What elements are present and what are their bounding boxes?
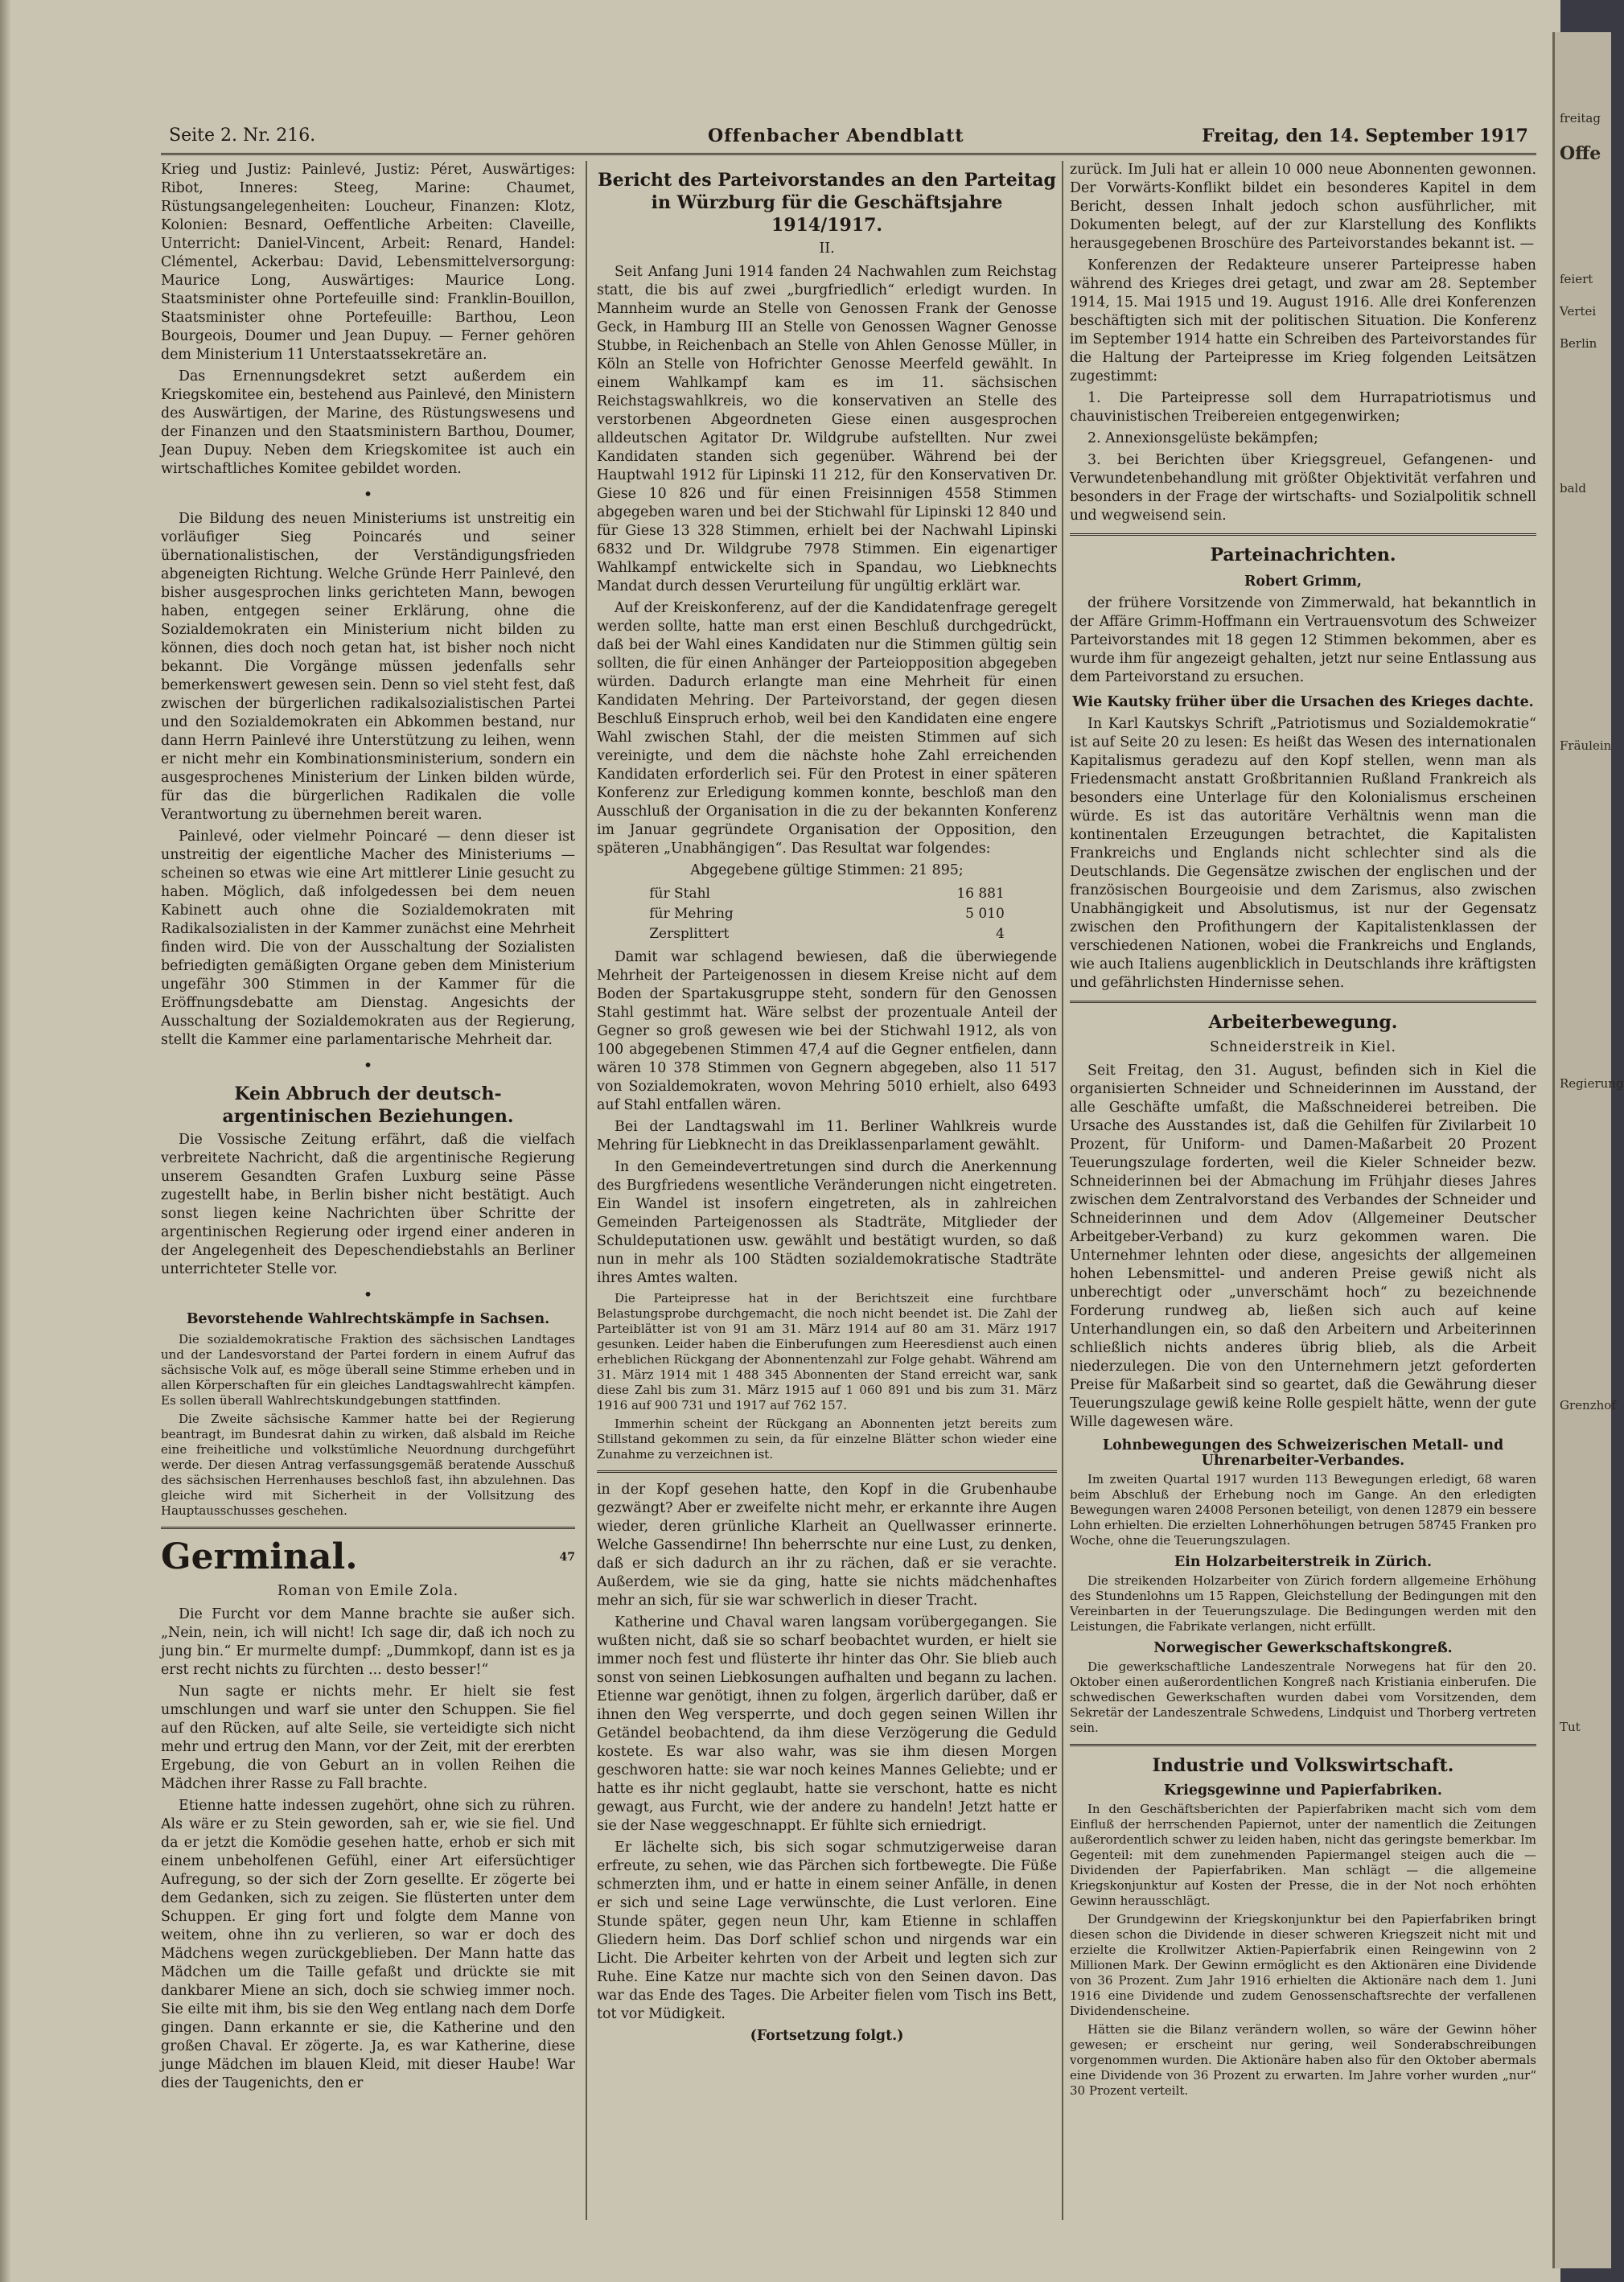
novel-text-3: Etienne hatte indessen zugehört, ohne sich zu rühren. Als wäre er zu Stein geworden, sah er, wie sie fiel. Und da er jetzt die Komödie gesehen hatte, erhob er sich mit einem unbeholfenen Gefühl, einer Art eifersüchtiger Aufregung, so der sich der Zorn gesellte. Er zögerte bei dem Gedanken, sich zu zeigen. Sie flüsterten unter dem Schuppen. Er ging fort und folgte dem Manne von weitem, ohne ihn zu verlieren, so war er doch des Mädchens wegen zurückgeblieben. Der Mann hatte das Mädchen um die Taille gefaßt und drückte sie mit dankbarer Miene an sich, doch sie schwieg immer noch. Sie eilte mit ihm, bis sie den Weg entlang nach dem Dorfe gingen. Dann erkannte er sie, die Katherine und den großen Chaval. Er zögerte. Ja, es war Katherine, diese junge Mädchen im blauen Kleid, mit dieser Haube! War dies der Taugenichts, den er	[161, 1798, 575, 2091]
section-heading-party-news: Parteinachrichten.	[1210, 545, 1396, 565]
feuilleton-subtitle: Roman von Emile Zola.	[277, 1583, 459, 1599]
masthead-date: Freitag, den 14. September 1917	[1202, 125, 1528, 146]
guideline-2: 2. Annexionsgelüste bekämpfen;	[1087, 430, 1318, 446]
article-heading-party-report: Bericht des Parteivorstandes an den Parteitag in Würzburg für die Geschäftsjahre 1914/1917.	[598, 170, 1056, 236]
continuation-note: (Fortsetzung folgt.)	[750, 2028, 904, 2044]
column-3	[1070, 161, 1536, 2220]
novel-text: Die Furcht vor dem Manne brachte sie außer sich. „Nein, nein, ich will nicht! Ich sage dir, daß ich noch zu jung bin.“ Er murmelte dumpf: „Dummkopf, dann ist es ja erst recht nichts zu fürchten ... desto besser!“	[161, 1606, 575, 1678]
party-press-text: Die Parteipresse hat in der Berichtszeit eine furchtbare Belastungsprobe durchgemacht, die noch nicht beendet ist. Die Zahl der Parteiblätter ist von 91 am 31. März 1914 auf 80 am 31. März 1917 gesunken. Leider haben die Einberufungen zum Heeresdienst auch einen erheblichen Rückgang der Abonnentenzahl zur Folge gehabt. Während am 31. März 1914 mit 1 488 345 Abonnenten der Stand erreicht war, sank diese Zahl bis zum 31. März 1915 auf 1 060 891 und bis zum 31. März 1916 auf 900 731 und 1917 auf 762 157.	[597, 1291, 1057, 1412]
table-row	[644, 925, 1009, 944]
feuilleton-rule	[161, 1527, 575, 1529]
vote-table	[643, 883, 1011, 945]
section-rule	[1070, 1001, 1536, 1003]
feuilleton-installment-number: 47	[559, 1551, 575, 1564]
subheading-kautsky: Wie Kautsky früher über die Ursachen des Krieges dachte.	[1072, 694, 1534, 710]
adjacent-fragment: Regierung	[1560, 1076, 1624, 1091]
feuilleton-title	[161, 1537, 575, 1577]
adjacent-fragment: Grenzhof	[1560, 1398, 1616, 1412]
masthead-page-number: Seite 2. Nr. 216.	[169, 125, 316, 146]
feuilleton-rule	[597, 1470, 1057, 1473]
divider-dots: •	[363, 1285, 373, 1304]
vote-table-caption: Abgegebene gültige Stimmen: 21 895;	[690, 862, 964, 878]
kautsky-text: In Karl Kautskys Schrift „Patriotismus und Sozialdemokratie“ ist auf Seite 20 zu lesen: Es heißt das Wesen des internationalen Kapitalismus geradezu auf den Kopf stellen, wenn man als Friedensmacht anstatt Großbritannien Rußland Frankreich als besonders eine Unterlage für den Kolonialismus erscheinen würde. Es ist das autoritäre Verhältnis wenn man die kontinentalen Erzeugungen betrachtet, die Kapitalisten Frankreichs und Englands nicht schlechter sind als die Deutschlands. Die Gegensätze zwischen der englischen und der französischen Bourgeoisie und dem Zarismus, also zwischen Unabhängigkeit und Absolutismus, ist nur der Gegensatz zwischen den Profithungern der Kapitalistenklassen der verschiedenen Nationen, wobei die Frankreichs und Englands, wie auch Italiens augenblicklich in Deutschlands ihre kräftigsten und gefährlichsten Hindernisse sehen.	[1070, 716, 1536, 991]
novel-continuation-text: in der Kopf gesehen hatte, den Kopf in die Grubenhaube gezwängt? Aber er zweifelte nicht mehr, er erkannte ihre Augen wieder, deren grünliche Klarheit an Quellwasser erinnerte. Welche Gassendirne! Ihn beherrschte nur eine Lust, zu denken, daß er sich dadurch an ihr zu rächen, daß er sie verachte. Außerdem, wie sie da ging, hatte sie nichts mädchenhaftes mehr an sich, für sie war schwerlich in dieser Tracht.	[597, 1482, 1057, 1609]
party-report-text-5: In den Gemeindevertretungen sind durch die Anerkennung des Burgfriedens wesentliche Veränderungen nicht eingetreten. Ein Wandel ist insofern eingetreten, als in zahlreichen Gemeinden Parteigenossen als Stadträte, Mitglieder der Schuldeputationen usw. gewählt und bestätigt wurden, so daß nun in mehr als 100 Städten sozialdemokratische Stadträte ihres Amtes walten.	[597, 1159, 1057, 1286]
vote-label: für Mehring	[649, 906, 734, 922]
party-report-text-3: Damit war schlagend bewiesen, daß die überwiegende Mehrheit der Parteigenossen in diesem Kreise nicht auf dem Boden der Spartakusgruppe steht, sondern für den Genossen Stahl gestimmt hat. Wäre selbst der prozentuale Anteil der Gegner so groß gewesen wie bei der Stichwahl 1912, als von 100 abgegebenen Stimmen 47,4 auf die Gegner entfielen, dann wären 10 378 Stimmen von Gegnern abgegeben, also 11 517 von Sozialdemokraten, wovon Mehring 5010 erhielt, also 6493 auf Stahl entfallen wären.	[597, 949, 1057, 1113]
column-1	[161, 161, 575, 2220]
paper-profits-text-2: Der Grundgewinn der Kriegskonjunktur bei den Papierfabriken bringt diesen schon die Dividende in dieser schweren Kriegszeit nicht mit und erzielte die Krollwitzer Aktien-Papierfabrik einen Reingewinn von 2 Millionen Mark. Der Gewinn ermöglicht es den Aktionären eine Dividende von 36 Prozent. Zum Jahr 1916 erhielten die Aktionäre nach dem 1. Juni 1916 eine Dividende und zudem Genossenschaftsrechte der verfallenen Dividendenscheine.	[1070, 1912, 1536, 2018]
subheading-paper-profits: Kriegsgewinne und Papierfabriken.	[1164, 1782, 1442, 1799]
masthead-title: Offenbacher Abendblatt	[708, 125, 964, 146]
novel-continuation-text-3: Er lächelte sich, bis sich sogar schmutzigerweise daran erfreute, zu sehen, wie das Pärchen sich fortbewegte. Die Füße schmerzten ihm, und er hatte in einem seiner Anfälle, in denen er sich und seine Lage verwünschte, die Lust verloren. Eine Stunde später, gegen neun Uhr, kam Etienne in schlaffen Gliedern heim. Das Dorf schlief schon und nirgends war ein Licht. Die Arbeiter kehrten von der Arbeit und legten sich zur Ruhe. Eine Katze nur machte sich von den Seinen davon. Das war das Ende des Tages. Die Arbeiter fielen vom Tisch ins Bett, tot vor Müdigkeit.	[597, 1840, 1057, 2022]
vote-value: 5 010	[965, 906, 1005, 922]
subheading-zurich-strike: Ein Holzarbeiterstreik in Zürich.	[1174, 1554, 1433, 1570]
novel-text-2: Nun sagte er nichts mehr. Er hielt sie fest umschlungen und warf sie unter den Schuppen. Sie fiel auf den Rücken, auf alte Seile, sie verteidigte sich nicht mehr und ertrug den Mann, vor der Zeit, mit der ererbten Ergebung, die von Geburt an in vollen Reihen die Mädchen ihrer Rasse zu Fall brachte.	[161, 1684, 575, 1792]
section-rule	[1070, 1744, 1536, 1746]
saxony-article-text-2: Die Zweite sächsische Kammer hatte bei der Regierung beantragt, im Bundesrat dahin zu wirken, daß alsbald im Reiche eine freiheitliche und volkstümliche Neuordnung durchgeführt werde. Der diesen Antrag verfassungsgemäß beratende Ausschuß des sächsischen Herrenhauses beschloß fast, ihn abzulehnen. Das gleiche wird mit Sicherheit in der Vollsitzung des Hauptausschusses geschehen.	[161, 1412, 575, 1518]
adjacent-fragment: Berlin	[1560, 336, 1597, 351]
subheading-swiss-metal: Lohnbewegungen des Schweizerischen Metall- und Uhrenarbeiter-Verbandes.	[1102, 1437, 1504, 1469]
adjacent-fragment: Tut	[1560, 1720, 1581, 1734]
adjacent-fragment: feiert	[1560, 272, 1593, 286]
article-heading-saxony: Bevorstehende Wahlrechtskämpfe in Sachsen.	[186, 1311, 550, 1327]
adjacent-page-strip	[1552, 32, 1624, 2268]
adjacent-fragment: Offe	[1560, 143, 1601, 164]
section-rule	[1070, 533, 1536, 536]
vote-label: für Stahl	[649, 886, 710, 902]
subheading-kiel-strike: Schneiderstreik in Kiel.	[1209, 1039, 1397, 1055]
article-heading-argentina: Kein Abbruch der deutsch-argentinischen Beziehungen.	[222, 1083, 514, 1127]
ministry-analysis-text: Die Bildung des neuen Ministeriums ist unstreitig ein vorläufiger Sieg Poincarés und seiner übernationalistischen, der Verständigungsfrieden abgeneigten Richtung. Welche Gründe Herr Painlevé, den bisher ausgesprochen links gerichteten Mann, bewogen haben, entgegen seiner Erklärung, ohne die Sozialdemokraten ein Ministerium nicht bilden zu können, dies doch noch getan hat, ist bisher noch nicht bekannt. Die Vorgänge müssen jedenfalls sehr bemerkenswert gewesen sein. Denn so viel steht fest, daß zwischen der bürgerlichen radikalsozialistischen Partei und den Sozialdemokraten ein Abkommen bestand, nur dann Herrn Painlevé ihre Unterstützung zu leihen, wenn er nicht mehr ein Kombinationsministerium, sondern ein ausgesprochenes Ministerium der Linken bilden würde, für das die bürgerlichen Radikalen die volle Verantwortung zu übernehmen bereit waren.	[161, 511, 575, 823]
adjacent-fragment: bald	[1560, 481, 1586, 495]
vote-value: 16 881	[956, 886, 1005, 902]
party-report-text-4: Bei der Landtagswahl im 11. Berliner Wahlkreis wurde Mehring für Liebknecht in das Dreiklassenparlament gewählt.	[597, 1119, 1057, 1153]
war-committee-text: Das Ernennungsdekret setzt außerdem ein Kriegskomitee ein, bestehend aus Painlevé, den Ministern des Auswärtigen, der Marine, des Rüstungswesens und der Finanzen und den Staatsministern Barthou, Doumer, Jean Dupuy. Neben dem Kriegskomitee ist auch ein wirtschaftliches Komitee gebildet worden.	[161, 368, 575, 477]
party-report-text-2: Auf der Kreiskonferenz, auf der die Kandidatenfrage geregelt werden sollte, hatte man erst einen Beschluß durchgedrückt, daß bei der Wahl eines Kandidaten nur die Stimmen gültig sein sollten, die für einen Anhänger der Parteiopposition abgegeben würden. Dadurch erlangte man eine Mehrheit für einen Kandidaten Mehring. Der Parteivorstand, der gegen diesen Beschluß Einspruch erhob, weil bei den Kandidaten eine engere Wahl zwischen Stahl, der die meisten Stimmen auf sich vereinigte, und dem die nächste hohe Zahl erreichenden Kandidaten erforderlich sei. Für den Protest in einer späteren Konferenz zur Erledigung kommen konnte, beschloß man den Ausschluß der Organisation in die zu der bekannten Konferenz im Januar gegründete Organisation der Opposition, den späteren „Unabhängigen“. Das Resultat war folgendes:	[597, 600, 1057, 857]
novel-continuation-text-2: Katherine und Chaval waren langsam vorübergegangen. Sie wußten nicht, daß sie so scharf beobachtet wurden, er hielt sie immer noch fest und flüsterte ihr hinter das Ohr. Sie blieb auch sonst von seinen Liebkosungen aufhalten und begann zu lachen. Etienne war genötigt, ihnen zu folgen, ärgerlich darüber, daß er ihnen den Weg versperrte, und doch gegen seinen Willen ihr Getändel beobachtend, da ihm diese Verzögerung die Geduld kostete. Es war also wahr, was sie ihm diesen Morgen geschworen hatte: sie war noch keines Mannes Geliebte; und er hatte es ihr nicht geglaubt, hatte sie verschont, hatte es nicht gewagt, aus Furcht, wie der andere zu handeln! Jetzt hatte er sie der Nase weggeschnappt. Er fühlte sich erniedrigt.	[597, 1614, 1057, 1834]
guideline-3: 3. bei Berichten über Kriegsgreuel, Gefangenen- und Verwundetenbehandlung mit größter Objektivität verfahren und besonders in der Frage der wirtschafts- und Sozialpolitik schnell und wegweisend sein.	[1070, 452, 1536, 524]
subheading-norway-congress: Norwegischer Gewerkschaftskongreß.	[1153, 1640, 1453, 1656]
divider-dots: •	[363, 484, 373, 504]
section-heading-labor: Arbeiterbewegung.	[1208, 1012, 1398, 1033]
report-continuation-text: zurück. Im Juli hat er allein 10 000 neue Abonnenten gewonnen. Der Vorwärts-Konflikt bildet ein besonderes Kapitel in dem Bericht, dessen Inhalt jedoch schon ausführlicher, mit Dokumenten belegt, auf der zur Klarstellung des Konflikts herausgegebenen Broschüre des Parteivorstandes bekannt ist. —	[1070, 162, 1536, 252]
guideline-1: 1. Die Parteipresse soll dem Hurrapatriotismus und chauvinistischen Treibereien entgegenwirken;	[1070, 390, 1536, 425]
vote-value: 4	[995, 926, 1005, 942]
paper-profits-text-3: Hätten sie die Bilanz verändern wollen, so wäre der Gewinn höher gewesen; er erscheint nur gering, weil Sonderabschreibungen vorgenommen wurden. Die Aktionäre haben also für den Oktober abermals eine Dividende von 36 Prozent zu erwarten. Im Jahre vorher wurden „nur“ 30 Prozent verteilt.	[1070, 2022, 1536, 2098]
adjacent-fragment: freitag	[1560, 111, 1601, 125]
grimm-text: der frühere Vorsitzende von Zimmerwald, hat bekanntlich in der Affäre Grimm-Hoffmann ein Vertrauensvotum des Schweizer Parteivorstandes mit 18 gegen 12 Stimmen bekommen, aber es wurde ihm für angezeigt gehalten, jetzt nur seine Entlassung aus dem Parteivorstand zu ersuchen.	[1070, 595, 1536, 685]
swiss-metal-text: Im zweiten Quartal 1917 wurden 113 Bewegungen erledigt, 68 waren beim Abschluß der Erhebung noch im Gange. An den erledigten Bewegungen waren 24008 Personen beteiligt, von denen 12879 ein bessere Lohn erhielten. Die erzielten Lohnerhöhungen betrugen 58745 Franken pro Woche, ohne die Teuerungszulagen.	[1070, 1472, 1536, 1548]
section-numeral: II.	[819, 241, 835, 257]
table-row	[644, 905, 1009, 923]
masthead	[161, 121, 1536, 155]
saxony-article-text: Die sozialdemokratische Fraktion des sächsischen Landtages und der Landesvorstand der Partei fordern in einem Aufruf das sächsische Volk auf, es möge überall seine Stimme erheben und in allen Körperschaften für ein gleiches Landtagswahlrecht kämpfen. Es sollen überall Wahlrechtskundgebungen stattfinden.	[161, 1332, 575, 1408]
editor-conferences-text: Konferenzen der Redakteure unserer Parteipresse haben während des Krieges drei getagt, und zwar am 28. September 1914, 15. Mai 1915 und 19. August 1916. Alle drei Konferenzen beschäftigten sich mit der politischen Situation. Die Konferenz im September 1914 hatte ein Schreiben des Parteivorstandes für die Haltung der Parteipresse im Krieg folgenden Leitsätzen zugestimmt:	[1070, 257, 1536, 384]
adjacent-fragment: Fräulein	[1560, 738, 1612, 753]
vote-label: Zersplittert	[649, 926, 730, 942]
page-edge-shadow	[0, 0, 11, 2282]
subheading-grimm: Robert Grimm,	[1244, 574, 1362, 590]
zurich-strike-text: Die streikenden Holzarbeiter von Zürich fordern allgemeine Erhöhung des Stundenlohns um 15 Rappen, Gleichstellung der Bedingungen mit den Vereinbarten in der Teuerungszulage. Die Bedingungen werden mit den Leistungen, die Fabrikate verlangen, nicht erfüllt.	[1070, 1573, 1536, 1634]
norway-congress-text: Die gewerkschaftliche Landeszentrale Norwegens hat für den 20. Oktober einen außerordentlichen Kongreß nach Kristiania einberufen. Die schwedischen Gewerkschaften wurden dabei vom Vorsitzenden, dem Sekretär der Landeszentrale Schwedens, Lindquist und Thorberg vertreten sein.	[1070, 1659, 1536, 1735]
column-rule	[1062, 161, 1063, 2220]
kiel-strike-text: Seit Freitag, den 31. August, befinden sich in Kiel die organisierten Schneider und Schneiderinnen im Ausstand, der alle Geschäfte umfaßt, die Maßschneiderei betreiben. Die Ursache des Ausstandes ist, daß die Gehilfen für Zivilarbeit 10 Prozent, für Uniform- und Damen-Maßarbeit 20 Prozent Teuerungszulage forderten, weil die Kieler Schneider bezw. Schneiderinnen bei der Abmachung im Frühjahr dieses Jahres zwischen dem Zentralvorstand des Verbandes der Schneider und Schneiderinnen und dem Adov (Allgemeiner Deutscher Arbeitgeber-Verband) zu kurz gekommen waren. Die Unternehmer lehnten oder diese, angesichts der allgemeinen hohen Lebensmittel- und anderen Preise gewiß nicht als unberechtigt oder „unverschämt hoch“ zu bezeichnende Forderung rundweg ab, ließen sich auch auf keine Unterhandlungen ein, so daß den Arbeitern und Arbeiterinnen schließlich nichts anderes übrig blieb, als die Arbeit niederzulegen. Die von den Unternehmern jetzt geforderten Preise für Maßarbeit sind so geartet, daß die Gewährung dieser Teuerungszulage gewiß keine Rolle gespielt hätte, wenn der gute Wille dagewesen wäre.	[1070, 1063, 1536, 1430]
adjacent-fragment: Vertei	[1560, 304, 1597, 319]
ministry-analysis-text-2: Painlevé, oder vielmehr Poincaré — denn dieser ist unstreitig der eigentliche Macher des Ministeriums — scheinen so etwas wie eine Art mittlerer Linie gesucht zu haben. Möglich, daß infolgedessen bei dem neuen Kabinett auch ohne die Sozialdemokraten mit Radikalsozialisten in der Kammer zunächst eine Mehrheit finden wird. Die von der Ausschaltung der Sozialisten befriedigten gemäßigten Organe geben dem Ministerium ungefähr 300 Stimmen in der Kammer für die Eröffnungsdebatte am Dienstag. Angesichts der Ausschaltung der Sozialdemokraten aus der Regierung, stellt die Kammer eine parlamentarische Mehrheit dar.	[161, 829, 575, 1048]
feuilleton-title-text: Germinal.	[161, 1536, 358, 1577]
paper-profits-text: In den Geschäftsberichten der Papierfabriken macht sich vom dem Einfluß der herrschenden Papiernot, unter der namentlich die Zeitungen außerordentlich schwer zu leiden haben, nicht das geringste bemerkbar. Im Gegenteil: mit dem zunehmenden Papiermangel steigen auch die — Dividenden der Papierfabriken. Man schlägt — die allgemeine Kriegskonjunktur auf Kosten der Presse, die in der Not noch erhöhten Gewinn herausschlägt.	[1070, 1802, 1536, 1908]
column-2	[597, 161, 1057, 2220]
ministry-list: Krieg und Justiz: Painlevé, Justiz: Péret, Auswärtiges: Ribot, Inneres: Steeg, Marine: Chaumet, Rüstungsangelegenheiten: Loucheur, Finanzen: Klotz, Kolonien: Besnard, Oeffentliche Arbeiten: Claveille, Unterricht: Daniel-Vincent, Arbeit: Renard, Handel: Clémentel, Ackerbau: David, Lebensmittelversorgung: Maurice Long, Auswärtiges: Maurice Long. Staatsminister ohne Portefeuille sind: Franklin-Bouillon, Staatsminister ohne Portefeuille: Barthou, Leon Bourgeois, Doumer und Jean Dupuy. — Ferner gehören dem Ministerium 11 Unterstaatssekretäre an.	[161, 162, 575, 363]
party-press-text-2: Immerhin scheint der Rückgang an Abonnenten jetzt bereits zum Stillstand gekommen zu sein, da für einzelne Blätter schon wieder eine Zunahme zu verzeichnen ist.	[597, 1416, 1057, 1462]
party-report-text: Seit Anfang Juni 1914 fanden 24 Nachwahlen zum Reichstag statt, die bis auf zwei „burgfriedlich“ erledigt wurden. In Mannheim wurde an Stelle von Genossen Frank der Genosse Geck, in Hamburg III an Stelle von Genossen Wagner Genosse Stubbe, in Reichenbach an Stelle von Ahlen Genosse Müller, in Köln an Stelle von Hofrichter Genosse Meerfeld gewählt. In einem Wahlkampf kam es im 11. sächsischen Reichstagswahlkreis, wo die konservativen an Stelle des verstorbenen Abgeordneten Giese einen ausgesprochen alldeutschen Agitator Dr. Wildgrube aufstellten. Nur zwei Kandidaten standen sich gegenüber. Während bei der Hauptwahl 1912 für Lipinski 11 212, für den Konservativen Dr. Giese 10 826 und für einen Freisinnigen 4558 Stimmen abgegeben waren und bei der Stichwahl für Lipinski 12 840 und für Giese 13 328 Stimmen, erhielt bei der Nachwahl Lipinski 6832 und Dr. Wildgrube 7978 Stimmen. Ein eigenartiger Wahlkampf entwickelte sich in Spandau, wo Liebknechts Mandat durch dessen Verurteilung für ungültig erklärt war.	[597, 264, 1057, 594]
divider-dots: •	[363, 1055, 373, 1075]
column-rule	[586, 161, 587, 2220]
table-row	[644, 885, 1009, 903]
argentina-article-text: Die Vossische Zeitung erfährt, daß die vielfach verbreitete Nachricht, daß die argentinische Regierung unserem Gesandten Grafen Luxburg seine Pässe zugestellt habe, in Berlin bisher nicht bestätigt. Auch sonst liegen keine Nachrichten über Schritte der argentinischen Regierung oder irgend einer anderen in der Angelegenheit des Depeschendiebstahls an Berliner unterrichteter Stelle vor.	[161, 1132, 575, 1277]
section-heading-industry: Industrie und Volkswirtschaft.	[1152, 1755, 1454, 1776]
